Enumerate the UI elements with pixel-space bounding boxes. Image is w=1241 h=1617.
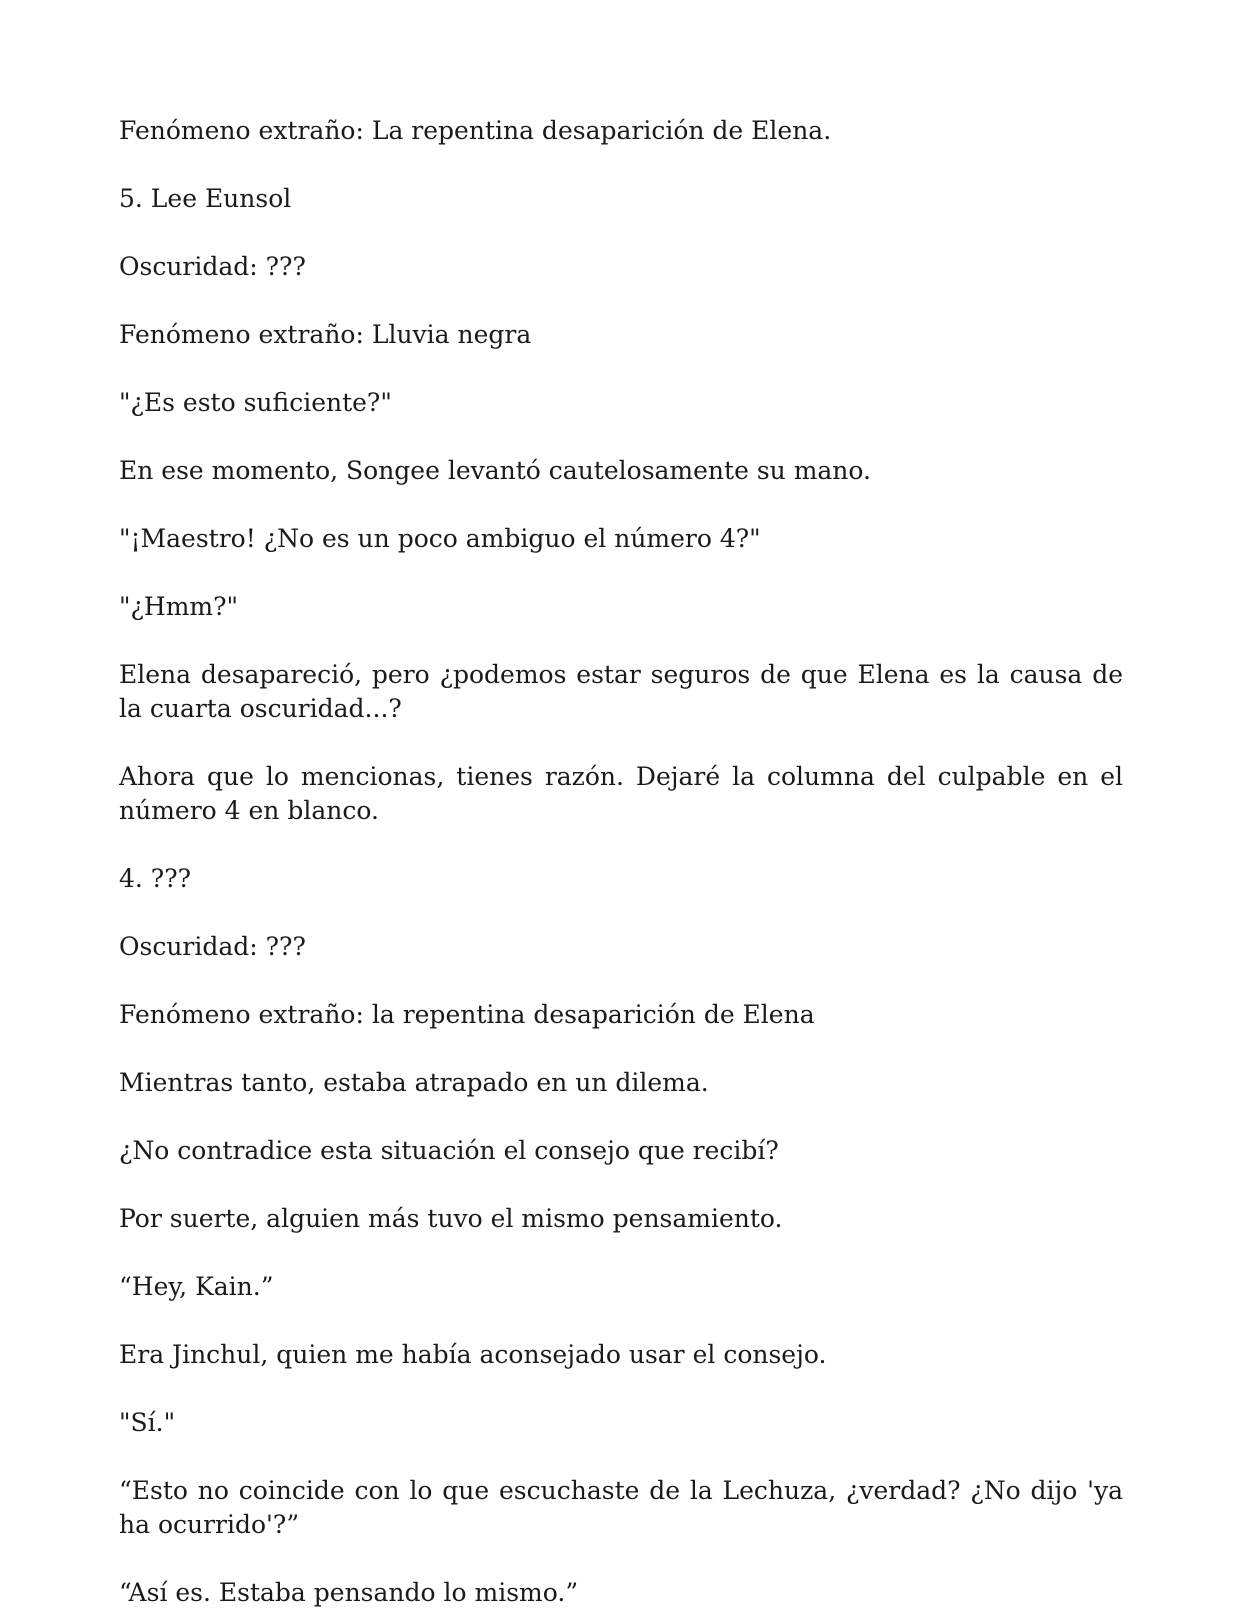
paragraph: ¿No contradice esta situación el consejo que recibí? — [119, 1136, 779, 1165]
paragraph: En ese momento, Songee levantó cautelosamente su mano. — [119, 456, 871, 485]
paragraph: "¿Es esto suficiente?" — [119, 388, 392, 417]
paragraph: Mientras tanto, estaba atrapado en un dilema. — [119, 1068, 709, 1097]
paragraph: Elena desapareció, pero ¿podemos estar seguros de que Elena es la causa de la cuarta oscuridad...? — [119, 660, 1123, 723]
paragraph: “Así es. Estaba pensando lo mismo.” — [119, 1578, 579, 1607]
paragraph: Por suerte, alguien más tuvo el mismo pensamiento. — [119, 1204, 783, 1233]
paragraph: “Esto no coincide con lo que escuchaste de la Lechuza, ¿verdad? ¿No dijo 'ya ha ocurrido'?” — [119, 1476, 1123, 1539]
paragraph: “Hey, Kain.” — [119, 1272, 274, 1301]
paragraph: Era Jinchul, quien me había aconsejado usar el consejo. — [119, 1340, 827, 1369]
paragraph: 4. ??? — [119, 864, 192, 893]
paragraph: "¡Maestro! ¿No es un poco ambiguo el número 4?" — [119, 524, 761, 553]
paragraph: 5. Lee Eunsol — [119, 184, 292, 213]
paragraph: Fenómeno extraño: la repentina desaparición de Elena — [119, 1000, 815, 1029]
paragraph: Ahora que lo mencionas, tienes razón. Dejaré la columna del culpable en el número 4 en blanco. — [119, 762, 1123, 825]
paragraph: "¿Hmm?" — [119, 592, 239, 621]
paragraph: Fenómeno extraño: Lluvia negra — [119, 320, 532, 349]
paragraph: Oscuridad: ??? — [119, 932, 306, 961]
paragraph: Oscuridad: ??? — [119, 252, 306, 281]
paragraph: Fenómeno extraño: La repentina desaparición de Elena. — [119, 116, 832, 145]
text-column — [119, 114, 1123, 1617]
paragraph: "Sí." — [119, 1408, 176, 1437]
